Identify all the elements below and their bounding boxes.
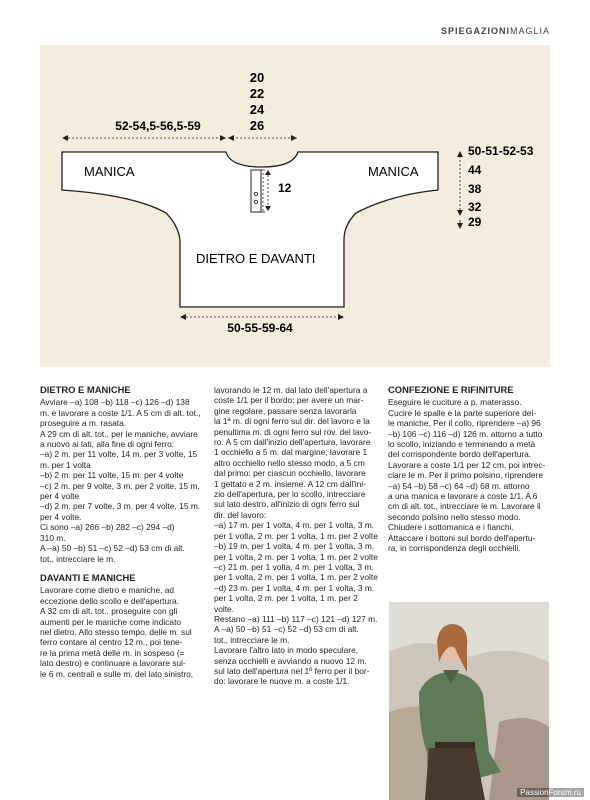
text-line: proseguire a m. rasata. [40,418,127,429]
text-line: –d) 2 m. per 7 volte, 3 m. per 4 volte, 15 m. [40,501,201,512]
column-3 [388,385,550,554]
text-line: per 4 volte [40,491,80,502]
text-line: –a) 54 –b) 58 –c) 64 –d) 68 m. attorno [388,480,530,491]
section-body-dietro [40,397,205,564]
neck-width-d: 26 [249,118,265,133]
text-line: Eseguire le cuciture a p. materasso. [388,397,522,408]
text-line: del corrispondente bordo dell'apertura. [388,449,532,460]
text-line: Chiudere i sottomanica e i fianchi. [388,522,514,533]
text-line: lavorando le 12 m. dal lato dell'apertura a [214,385,368,395]
neck-width-c: 24 [249,102,265,117]
text-line: sul lato dell'apertura nel 1º ferro per il bor- [214,665,370,676]
woman-sweater-photo [389,602,549,800]
section-title-dietro: DIETRO E MANICHE [40,384,131,395]
text-line: per 1 volta, 2 m. per 1 volta, 1 m. per 2 volte. [214,593,358,614]
text-line: le maniche. Per il collo, riprendere –a) 96 [388,418,541,429]
height-32: 32 [468,200,482,214]
buttonhole [254,192,257,195]
text-line: lato destro) e continuare a lavorare sul- [40,658,186,669]
text-line: altro occhiello nello stesso modo, a 5 cm [214,457,365,468]
text-line: Ci sono –a) 266 –b) 282 –c) 294 –d) [40,522,175,533]
text-line: ciare le m. Per il primo polsino, riprendere [388,470,543,481]
text-line: ferro contare al centro 12 m., poi tene- [40,637,183,648]
text-line: zio dell'apertura, per lo scollo, intrecciare [214,489,366,500]
height-29: 29 [468,215,482,229]
text-line: –d) 23 m. per 1 volta, 4 m. per 1 volta, 3 m. [214,582,375,593]
text-line: Restano –a) 111 –b) 117 –c) 121 –d) 127 m. [214,613,378,624]
schematic-panel [40,45,550,367]
height-44: 44 [468,163,482,177]
text-line: dal primo: per ciascun occhiello, lavorare [214,468,366,479]
sweater-schematic [40,45,550,367]
text-line: ro. A 5 cm dall'inizio dell'apertura, lavorare [214,437,371,448]
text-line: lo scollo, iniziando e terminando a metà [388,439,536,450]
text-line: dir. del lavoro: [214,509,267,520]
text-line: –b) 106 –c) 116 –d) 126 m. attorno a tutto [388,428,543,439]
text-line: gine regolare, passare senza lavorarla [214,405,357,416]
column-2 [214,385,379,687]
text-line: re la prima metà delle m. in sospeso (= [40,647,185,658]
text-line: coste 1/1 per il bordo: per avere un mar- [214,395,364,406]
text-line: –a) 17 m. per 1 volta, 4 m. per 1 volta, 3 m. [214,520,375,531]
height-top-label: 50-51-52-53 [468,144,534,158]
label-body: DIETRO E DAVANTI [196,251,316,266]
neck-width-b: 22 [249,86,265,101]
text-line: A 32 cm di alt. tot., proseguire con gli [40,606,178,617]
text-line: penultima m. di ogni ferro sul rov. del lavo- [214,426,372,437]
text-line: 310 m. [40,532,66,543]
text-line: –c) 2 m. per 9 volte, 3 m. per 2 volte, 15 m. [40,480,200,491]
section-title-davanti: DAVANTI E MANICHE [40,571,136,583]
text-line: per 4 volte. [40,511,82,522]
text-line: m. e lavorare a coste 1/1. A 5 cm di alt. tot., [40,407,201,418]
text-line: Lavorare a coste 1/1 per 12 cm, poi intrec- [388,459,546,470]
text-line: tot., intrecciare le m. [214,634,290,645]
text-line: A 29 cm di alt. tot., per le maniche, avviare [40,428,198,439]
section-body-davanti [40,585,205,679]
buttonhole [254,200,257,203]
text-line: sul lato destro, all'inizio di ogni ferro sul [214,499,360,510]
placket-length: 12 [278,181,292,195]
text-line: le 6 m. centrali e sulle m. del lato sinistro, [40,668,194,679]
text-line: 1 occhiello a 5 m. dal margine; lavorare 1 [214,447,368,458]
text-line: –a) 2 m. per 11 volte, 14 m. per 3 volte, 15 [40,449,198,460]
body-width-label: 50-55-59-64 [227,321,293,335]
text-line: a una manica e lavorare a coste 1/1. A 6 [388,491,538,502]
text-line: la 1ª m. di ogni ferro sul dir. del lavoro e la [214,416,370,427]
text-line: cm di alt. tot., intrecciare le m. Lavorare il [388,501,541,512]
text-line: Lavorare l'altro lato in modo speculare, [214,645,359,656]
text-line: m. per 1 volta [40,459,91,470]
placket [251,170,261,212]
text-line: per 1 volta, 2 m. per 1 volta, 1 m. per 2 volte [214,572,378,583]
sleeve-width-label: 52-54,5-56,5-59 [115,119,201,133]
section-body-confezione [388,397,550,553]
text-line: per 1 volta, 2 m. per 1 volta, 1 m. per 2 volte [214,551,378,562]
text-line: eccezione dello scollo e dell'apertura. [40,595,179,606]
height-38: 38 [468,182,482,196]
text-line: do: lavorare le nuove m. a coste 1/1. [214,676,350,687]
page-header [441,26,550,36]
text-line: a nuovo ai lati, alla fine di ogni ferro: [40,439,175,450]
text-line: nel dietro. Allo stesso tempo, delle m. sul [40,626,192,637]
column-1 [40,385,205,679]
header-part2: MAGLIA [509,26,550,36]
text-line: aumenti per le maniche come indicato [40,616,182,627]
text-line: secondo polsino nello stesso modo. [388,511,521,522]
text-line: Cucire le spalle e la parte superiore del- [388,407,537,418]
text-line: 1 gettato e 2 m. insieme. A 12 cm dall'ini- [214,478,366,489]
text-line: A –a) 50 –b) 51 –c) 52 –d) 53 cm di alt. [214,624,359,635]
text-line: per 1 volta, 2 m. per 1 volta, 1 m. per 2 volte [214,530,378,541]
header-part1: SPIEGAZIONI [440,26,510,36]
text-line: senza occhielli e avviando a nuovo 12 m. [214,655,367,666]
model-photo [389,602,549,800]
label-manica-left: MANICA [84,164,135,179]
text-line: tot., intrecciare le m. [40,553,116,564]
watermark: PassionForum.ru [517,788,584,797]
text-line: Avviare –a) 108 –b) 118 –c) 126 –d) 138 [40,397,190,408]
text-line: Lavorare come dietro e maniche, ad [40,585,175,596]
text-line: –b) 19 m. per 1 volta, 4 m. per 1 volta, 3 m. [214,541,375,552]
text-line: –b) 2 m. per 11 volte, 15 m. per 4 volte [40,470,184,481]
text-line: ra, in corrispondenza degli occhielli. [388,543,521,554]
text-line: –c) 21 m. per 1 volta, 4 m. per 1 volta, 3 m. [214,561,374,572]
neck-width-a: 20 [249,70,265,85]
section-title-confezione: CONFEZIONE E RIFINITURE [388,384,514,395]
section-body-davanti-cont [214,385,379,687]
text-line: Attaccare i bottoni sul bordo dell'apertu- [388,532,536,543]
label-manica-right: MANICA [368,164,419,179]
text-line: A –a) 50 –b) 51 –c) 52 –d) 53 cm di alt. [40,543,185,554]
